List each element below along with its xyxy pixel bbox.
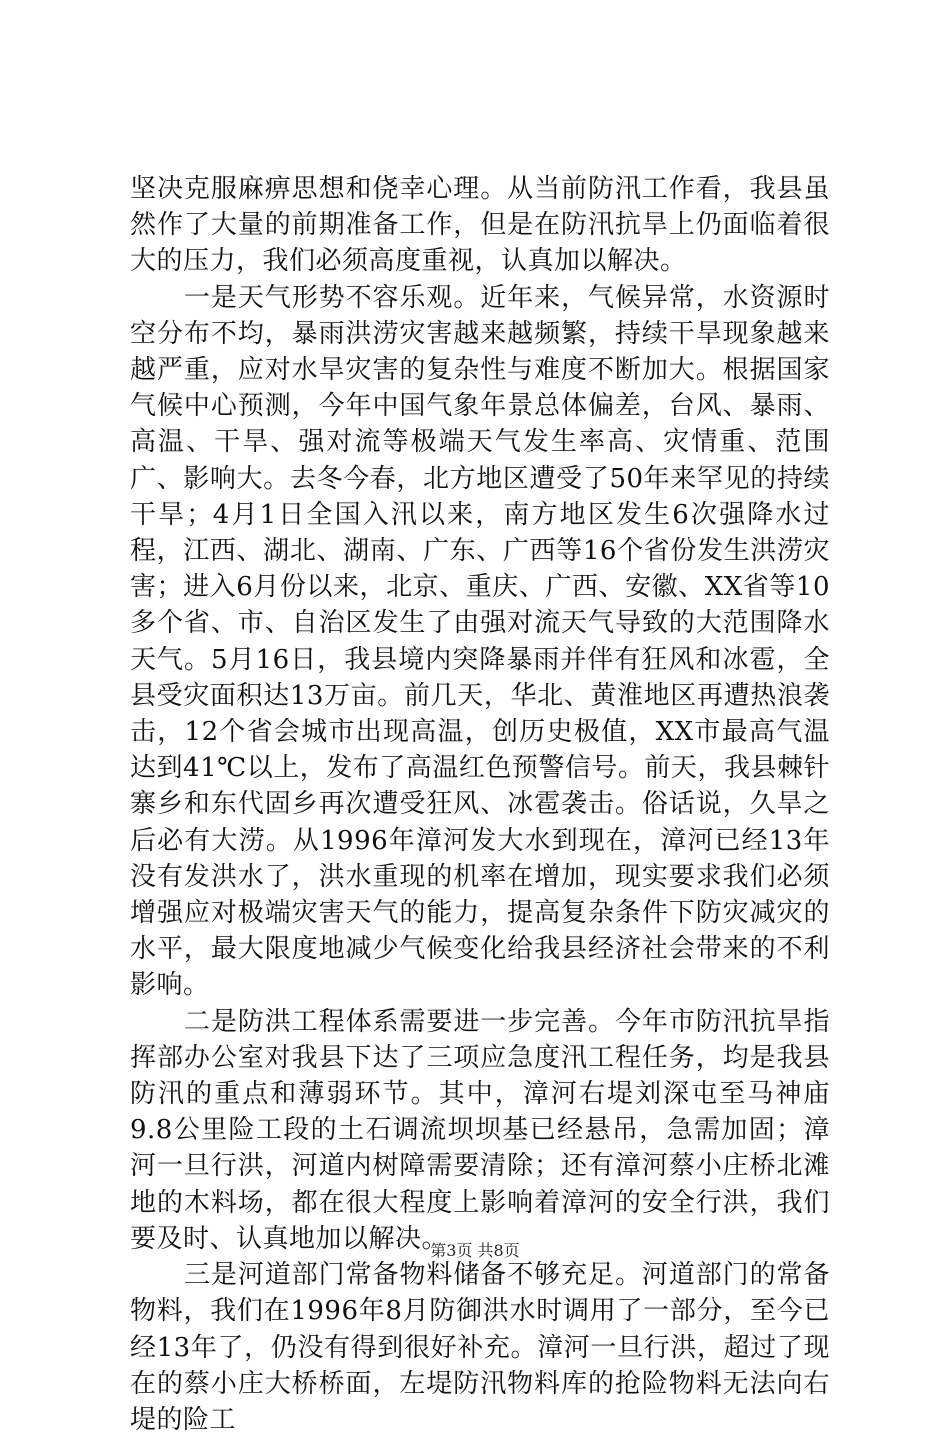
paragraph-weather: 一是天气形势不容乐观。近年来，气候异常，水资源时空分布不均，暴雨洪涝灾害越来越频繁，持续干旱现象越来越严重，应对水旱灾害的复杂性与难度不断加大。根据国家气候中心预测，今年中国气象年景总体偏差，台风、暴雨、高温、干旱、强对流等极端天气发生率高、灾情重、范围广、影响大。去冬今春，北方地区遭受了50年来罕见的持续干旱；4月1日全国入汛以来，南方地区发生6次强降水过程，江西、湖北、湖南、广东、广西等16个省份发生洪涝灾害；进入6月份以来，北京、重庆、广西、安徽、XX省等10多个省、市、自治区发生了由强对流天气导致的大范围降水天气。5月16日，我县境内突降暴雨并伴有狂风和冰雹，全县受灾面积达13万亩。前几天，华北、黄淮地区再遭热浪袭击，12个省会城市出现高温，创历史极值，XX市最高气温达到41℃以上，发布了高温红色预警信号。前天，我县棘针寨乡和东代固乡再次遭受狂风、冰雹袭击。俗话说，久旱之后必有大涝。从1996年漳河发大水到现在，漳河已经13年没有发洪水了，洪水重现的机率在增加，现实要求我们必须增强应对极端灾害天气的能力，提高复杂条件下防灾减灾的水平，最大限度地减少气候变化给我县经济社会带来的不利影响。	[130, 282, 830, 1001]
paragraph-flood-works: 二是防洪工程体系需要进一步完善。今年市防汛抗旱指挥部办公室对我县下达了三项应急度汛工程任务，均是我县防汛的重点和薄弱环节。其中，漳河右堤刘深屯至马神庙9.8公里险工段的土石调流坝坝基已经悬吊，急需加固；漳河一旦行洪，河道内树障需要清除；还有漳河蔡小庄桥北滩地的木料场，都在很大程度上影响着漳河的安全行洪，我们要及时、认真地加以解决。	[130, 1006, 830, 1254]
page-footer	[0, 1238, 950, 1261]
paragraph-materials: 三是河道部门常备物料储备不够充足。河道部门的常备物料，我们在1996年8月防御洪水时调用了一部分，至今已经13年了，仍没有得到很好补充。漳河一旦行洪，超过了现在的蔡小庄大桥桥面，左堤防汛物料库的抢险物料无法向右堤的险工	[130, 1260, 830, 1435]
page-number-label: 第3页 共8页	[430, 1241, 520, 1260]
paragraph-intro: 坚决克服麻痹思想和侥幸心理。从当前防汛工作看，我县虽然作了大量的前期准备工作，但是在防汛抗旱上仍面临着很大的压力，我们必须高度重视，认真加以解决。	[130, 174, 830, 277]
